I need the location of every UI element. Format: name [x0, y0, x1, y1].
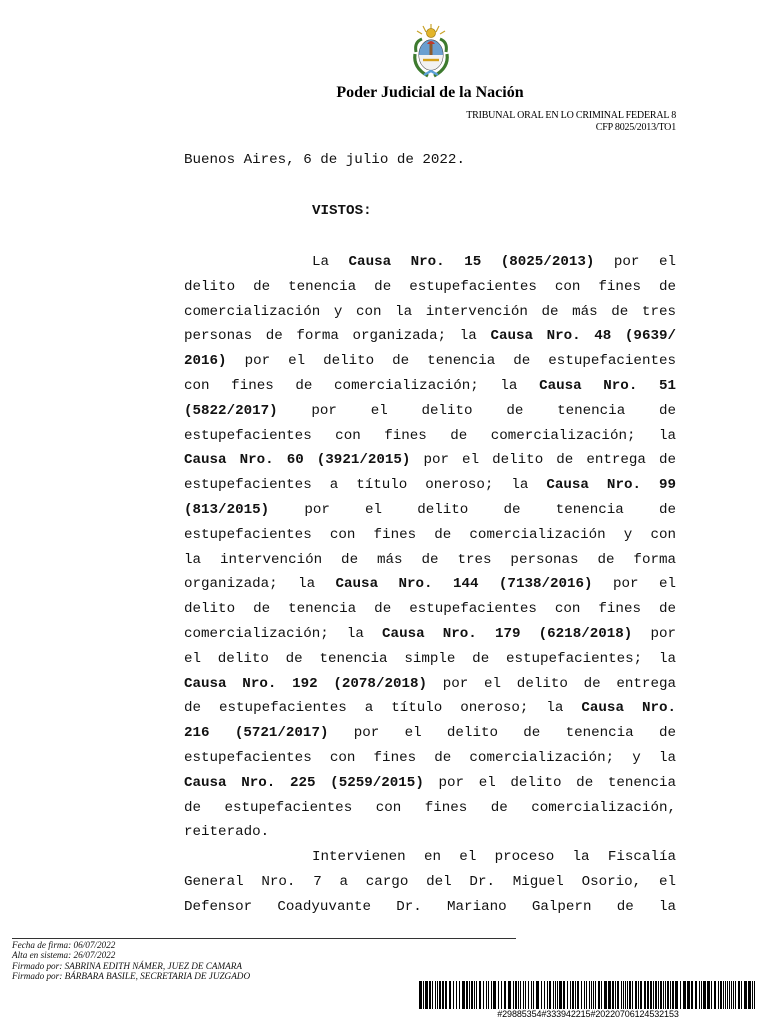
barcode-bar — [466, 981, 468, 1009]
paragraph-line — [184, 548, 676, 573]
barcode-bar — [572, 981, 574, 1009]
barcode-bar — [501, 981, 502, 1009]
case-reference: 2016) — [184, 353, 227, 370]
barcode-bar — [663, 981, 664, 1009]
barcode-bar — [476, 981, 477, 1009]
text-run: personas de forma organizada; la — [184, 328, 491, 345]
barcode-bar — [567, 981, 568, 1009]
barcode-bar — [667, 981, 669, 1009]
text-run: la intervención de más de tres personas de forma — [184, 551, 676, 568]
barcode-bar — [469, 981, 470, 1009]
barcode-bar — [459, 981, 460, 1009]
barcode-bar — [589, 981, 590, 1009]
barcode-bar — [493, 981, 496, 1009]
barcode-bar — [462, 981, 465, 1009]
barcode-bar — [754, 981, 755, 1009]
court-name: TRIBUNAL ORAL EN LO CRIMINAL FEDERAL 8 — [466, 110, 676, 121]
barcode-bar — [483, 981, 484, 1009]
text-run: por el delito de tenencia de — [328, 725, 676, 742]
barcode-bar — [528, 981, 529, 1009]
text-run: estupefacientes a título oneroso; la — [184, 477, 547, 494]
case-reference: Causa Nro. 192 (2078/2018) — [184, 675, 428, 692]
paragraph-line — [184, 647, 676, 672]
barcode-bar — [432, 981, 433, 1009]
barcode-bar — [744, 981, 747, 1009]
barcode-bar — [687, 981, 690, 1009]
barcode-bar — [627, 981, 628, 1009]
barcode-bar — [486, 981, 487, 1009]
barcode-bar — [701, 981, 702, 1009]
barcode-bar — [632, 981, 633, 1009]
barcode-bar — [623, 981, 624, 1009]
paragraph-line — [184, 796, 676, 821]
barcode-bar — [525, 981, 526, 1009]
barcode-bar — [601, 981, 602, 1009]
barcode-bar — [423, 981, 424, 1009]
barcode-bar — [557, 981, 558, 1009]
barcode-bar — [586, 981, 587, 1009]
text-run: Intervienen en el proceso la Fiscalía — [312, 849, 676, 865]
barcode-bar — [653, 981, 654, 1009]
barcode-bar — [449, 981, 451, 1009]
barcode-bar — [504, 981, 506, 1009]
paragraph-line — [184, 324, 676, 349]
barcode-bar — [650, 981, 652, 1009]
barcode-bar — [725, 981, 726, 1009]
barcode-bar — [513, 981, 514, 1009]
signature-metadata — [12, 940, 412, 982]
barcode-bar — [680, 981, 681, 1009]
barcode-bar — [439, 981, 441, 1009]
barcode-bar — [731, 981, 732, 1009]
text-run: por el delito de tenencia de estupefacientes — [226, 353, 676, 370]
barcode-bar — [456, 981, 457, 1009]
barcode-bar — [429, 981, 431, 1009]
barcode-bar — [752, 981, 753, 1009]
barcode-bar — [691, 981, 693, 1009]
barcode-bar — [544, 981, 545, 1009]
paragraph-line — [184, 845, 676, 870]
text-run: La — [312, 254, 349, 270]
barcode-bar — [595, 981, 596, 1009]
case-reference: Causa Nro. 179 (6218/2018) — [382, 625, 633, 642]
text-run: estupefacientes con fines de comercialización; y la — [184, 749, 676, 766]
barcode-bar — [474, 981, 475, 1009]
barcode-bar — [738, 981, 740, 1009]
text-run: por el delito de entrega — [427, 675, 676, 692]
barcode-bar — [553, 981, 554, 1009]
barcode-bar — [720, 981, 722, 1009]
paragraph-line — [184, 399, 676, 424]
barcode-bar — [533, 981, 534, 1009]
text-run: por el delito de tenencia de — [277, 402, 676, 419]
paragraph-line — [184, 771, 676, 796]
case-reference: (813/2015) — [184, 501, 270, 518]
date-line: Buenos Aires, 6 de julio de 2022. — [184, 152, 465, 168]
text-run: con fines de comercialización; la — [184, 377, 540, 394]
barcode-bar — [541, 981, 542, 1009]
barcode-bar — [665, 981, 666, 1009]
barcode-bar — [635, 981, 637, 1009]
barcode-bar — [584, 981, 585, 1009]
barcode-bar — [425, 981, 428, 1009]
barcode-bar — [638, 981, 639, 1009]
barcode-bar — [575, 981, 576, 1009]
case-reference: Causa Nro. 15 (8025/2013) — [348, 254, 595, 270]
barcode-bar — [729, 981, 730, 1009]
barcode-bar — [660, 981, 662, 1009]
text-run: delito de tenencia de estupefacientes con fines de — [184, 278, 676, 295]
barcode-bar — [727, 981, 728, 1009]
paragraph-line — [184, 820, 676, 845]
barcode-bar — [615, 981, 616, 1009]
paragraph-line — [184, 473, 676, 498]
barcode-bar — [559, 981, 562, 1009]
institution-title: Poder Judicial de la Nación — [336, 84, 524, 101]
paragraph-line — [184, 721, 676, 746]
text-run: comercialización; la — [184, 625, 383, 642]
paragraph-line — [184, 597, 676, 622]
case-reference: Causa Nro. 60 (3921/2015) — [184, 452, 411, 469]
paragraph-line — [184, 374, 676, 399]
barcode-bar — [547, 981, 548, 1009]
text-run: organizada; la — [184, 576, 336, 593]
case-reference: Causa Nro. 48 (9639/ — [490, 328, 676, 345]
barcode-bar — [604, 981, 607, 1009]
paragraph-line — [184, 895, 676, 920]
text-run: por el delito de entrega de — [410, 452, 676, 469]
signed-by-secretary: Firmado por: BÁRBARA BASILE, SECRETARIA DE JUZGADO — [12, 971, 251, 982]
barcode-bar — [442, 981, 444, 1009]
barcode-bar — [479, 981, 481, 1009]
barcode-bar — [549, 981, 551, 1009]
section-heading-vistos: VISTOS: — [312, 203, 372, 219]
barcode-bar — [608, 981, 611, 1009]
barcode-bar — [445, 981, 447, 1009]
barcode-bar — [598, 981, 600, 1009]
barcode-bar — [675, 981, 678, 1009]
barcode-bar — [629, 981, 631, 1009]
paragraph-line — [184, 498, 676, 523]
barcode-bar — [593, 981, 594, 1009]
barcode-bar — [714, 981, 716, 1009]
paragraph-line — [184, 523, 676, 548]
barcode-bar — [723, 981, 724, 1009]
barcode-bar — [437, 981, 438, 1009]
text-run: Defensor Coadyuvante Dr. Mariano Galpern de la — [184, 898, 676, 915]
system-entry-date: Alta en sistema: 26/07/2022 — [12, 950, 116, 961]
barcode-bar — [518, 981, 519, 1009]
barcode-bar — [695, 981, 697, 1009]
barcode-bar — [711, 981, 712, 1009]
barcode-number: #29885354#333942215#20220706124532153 — [497, 1009, 679, 1019]
barcode-bar — [707, 981, 710, 1009]
footer-divider — [12, 938, 516, 939]
barcode-bar — [683, 981, 686, 1009]
paragraph-line — [184, 672, 676, 697]
text-run: por — [632, 625, 676, 642]
paragraph-line — [184, 622, 676, 647]
signed-by-judge: Firmado por: SABRINA EDITH NÁMER, JUEZ DE CAMARA — [12, 960, 242, 971]
barcode-bar — [617, 981, 619, 1009]
text-run: General Nro. 7 a cargo del Dr. Miguel Osorio, el — [184, 873, 676, 890]
barcode-bar — [748, 981, 751, 1009]
barcode-bar — [699, 981, 700, 1009]
text-run: comercialización y con la intervención de más de tres — [184, 303, 676, 320]
barcode-bar — [488, 981, 489, 1009]
text-run: de estupefacientes a título oneroso; la — [184, 700, 582, 717]
case-reference: Causa Nro. 51 — [539, 377, 676, 394]
barcode-bar — [625, 981, 626, 1009]
signature-date: Fecha de firma: 06/07/2022 — [12, 940, 116, 950]
case-reference: Causa Nro. 144 (7138/2016) — [335, 576, 593, 593]
paragraph-line — [184, 572, 676, 597]
barcode-bar — [523, 981, 524, 1009]
text-run: delito de tenencia de estupefacientes con fines de — [184, 601, 676, 618]
case-reference: (5822/2017) — [184, 402, 278, 419]
paragraph-line — [184, 275, 676, 300]
text-run: de estupefacientes con fines de comercialización, — [184, 799, 676, 816]
barcode-bar — [647, 981, 649, 1009]
barcode-bar — [570, 981, 571, 1009]
barcode-bar — [670, 981, 671, 1009]
case-file-number: CFP 8025/2013/TO1 — [595, 122, 676, 133]
paragraph-causas — [184, 250, 676, 845]
barcode-bar — [655, 981, 657, 1009]
paragraph-line — [184, 250, 676, 275]
barcode-bar — [640, 981, 642, 1009]
paragraph-line — [184, 300, 676, 325]
paragraph-line — [184, 870, 676, 895]
barcode-bar — [555, 981, 556, 1009]
barcode-bar — [520, 981, 521, 1009]
paragraph-line — [184, 696, 676, 721]
coat-of-arms-icon — [408, 22, 454, 80]
barcode-bar — [612, 981, 614, 1009]
barcode-bar — [581, 981, 582, 1009]
paragraph-line — [184, 349, 676, 374]
case-reference: Causa Nro. — [581, 700, 677, 717]
barcode-bar — [703, 981, 706, 1009]
paragraph-line — [184, 424, 676, 449]
barcode-bar — [718, 981, 719, 1009]
barcode-bar — [591, 981, 592, 1009]
paragraph-intervienen — [184, 845, 676, 919]
barcode — [419, 981, 757, 1009]
barcode-bar — [435, 981, 436, 1009]
barcode-bar — [515, 981, 517, 1009]
barcode-bar — [577, 981, 579, 1009]
text-run: por el delito de tenencia — [423, 774, 676, 791]
barcode-bar — [536, 981, 539, 1009]
text-run: reiterado. — [184, 824, 270, 841]
barcode-bar — [508, 981, 511, 1009]
text-run: el delito de tenencia simple de estupefacientes; la — [184, 650, 676, 667]
barcode-bar — [531, 981, 532, 1009]
barcode-bar — [563, 981, 565, 1009]
case-reference: Causa Nro. 99 — [546, 477, 676, 494]
text-run: estupefacientes con fines de comercialización y con — [184, 526, 676, 543]
barcode-bar — [733, 981, 734, 1009]
paragraph-line — [184, 448, 676, 473]
barcode-bar — [419, 981, 422, 1009]
text-run: estupefacientes con fines de comercialización; la — [184, 427, 676, 444]
text-run: por el — [594, 254, 676, 270]
barcode-bar — [644, 981, 646, 1009]
case-reference: Causa Nro. 225 (5259/2015) — [184, 774, 424, 791]
barcode-bar — [471, 981, 473, 1009]
barcode-bar — [498, 981, 499, 1009]
barcode-bar — [741, 981, 742, 1009]
text-run: por el — [592, 576, 676, 593]
text-run: por el delito de tenencia de — [269, 501, 676, 518]
barcode-bar — [735, 981, 736, 1009]
case-reference: 216 (5721/2017) — [184, 725, 329, 742]
barcode-bar — [658, 981, 659, 1009]
barcode-bar — [672, 981, 674, 1009]
paragraph-line — [184, 746, 676, 771]
barcode-bar — [621, 981, 622, 1009]
barcode-bar — [453, 981, 454, 1009]
barcode-bar — [491, 981, 492, 1009]
